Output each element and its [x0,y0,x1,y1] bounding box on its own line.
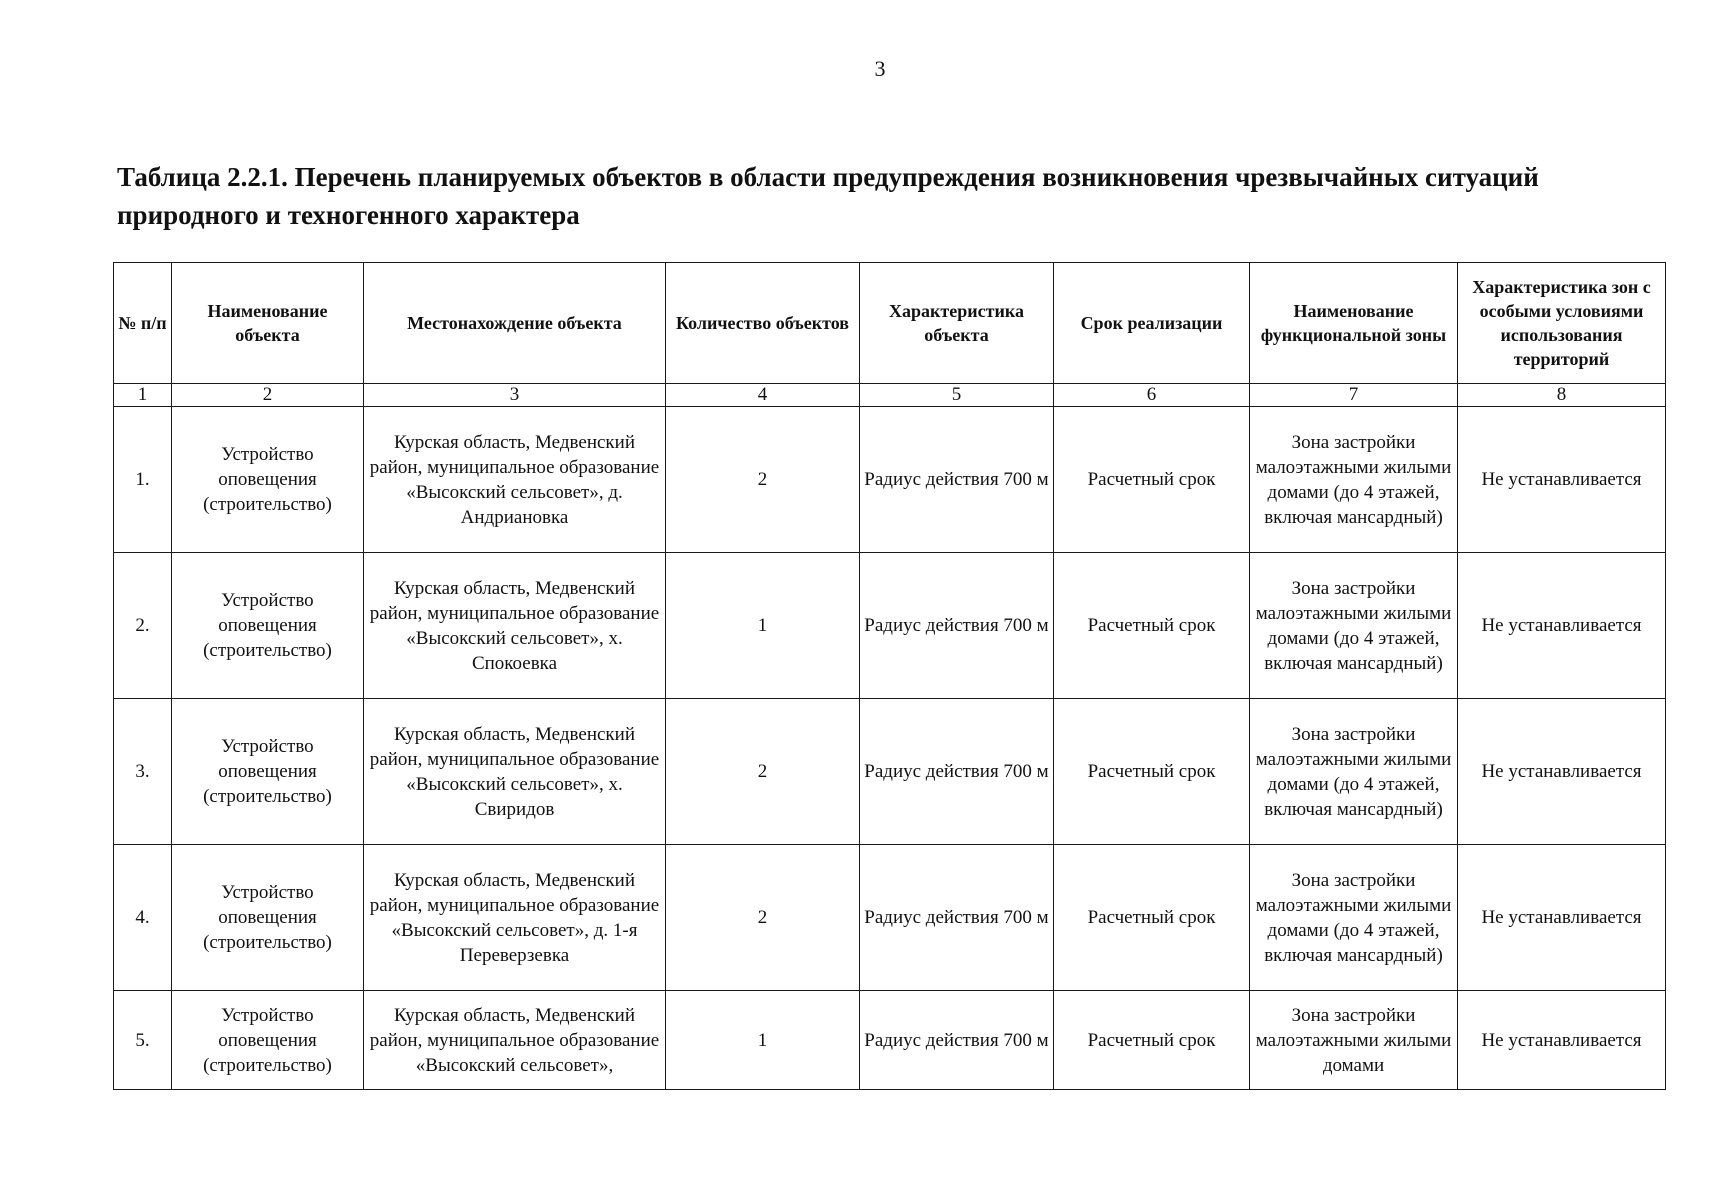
object-name: Устройство оповещения (строительство) [172,553,364,699]
object-name: Устройство оповещения (строительство) [172,699,364,845]
functional-zone: Зона застройки малоэтажными жилыми домами (до 4 этажей, включая мансардный) [1250,699,1458,845]
object-count: 1 [666,991,860,1090]
row-number: 2. [114,553,172,699]
column-number: 8 [1458,384,1666,407]
header-number: № п/п [114,263,172,384]
table-row [114,699,1666,845]
object-count: 1 [666,553,860,699]
column-number-row [114,384,1666,407]
column-number: 4 [666,384,860,407]
header-special-zones: Характеристика зон с особыми условиями использования территорий [1458,263,1666,384]
object-location: Курская область, Медвенский район, муниципальное образование «Высокский сельсовет», д. Андриановка [364,407,666,553]
object-location: Курская область, Медвенский район, муниципальное образование «Высокский сельсовет», д. 1-я Переверзевка [364,845,666,991]
header-location: Местонахождение объекта [364,263,666,384]
column-number: 2 [172,384,364,407]
table-row [114,553,1666,699]
functional-zone: Зона застройки малоэтажными жилыми домами (до 4 этажей, включая мансардный) [1250,845,1458,991]
object-characteristic: Радиус действия 700 м [860,553,1054,699]
object-count: 2 [666,699,860,845]
column-number: 1 [114,384,172,407]
object-count: 2 [666,845,860,991]
special-conditions: Не устанавливается [1458,845,1666,991]
special-conditions: Не устанавливается [1458,553,1666,699]
object-location: Курская область, Медвенский район, муниципальное образование «Высокский сельсовет», х. Спокоевка [364,553,666,699]
header-term: Срок реализации [1054,263,1250,384]
table-row [114,845,1666,991]
object-name: Устройство оповещения (строительство) [172,991,364,1090]
table-row [114,407,1666,553]
table-row [114,991,1666,1090]
row-number: 3. [114,699,172,845]
column-number: 6 [1054,384,1250,407]
objects-table [113,262,1666,1090]
functional-zone: Зона застройки малоэтажными жилыми домами (до 4 этажей, включая мансардный) [1250,407,1458,553]
implementation-term: Расчетный срок [1054,407,1250,553]
table-title: Таблица 2.2.1. Перечень планируемых объектов в области предупреждения возникновения чрезвычайных ситуаций природного и техногенного характера [117,162,1539,230]
object-location: Курская область, Медвенский район, муниципальное образование «Высокский сельсовет», [364,991,666,1090]
object-name: Устройство оповещения (строительство) [172,845,364,991]
object-name: Устройство оповещения (строительство) [172,407,364,553]
header-object-name: Наименование объекта [172,263,364,384]
object-characteristic: Радиус действия 700 м [860,991,1054,1090]
header-zone: Наименование функциональной зоны [1250,263,1458,384]
column-number: 7 [1250,384,1458,407]
functional-zone: Зона застройки малоэтажными жилыми домами [1250,991,1458,1090]
object-location: Курская область, Медвенский район, муниципальное образование «Высокский сельсовет», х. Свиридов [364,699,666,845]
object-characteristic: Радиус действия 700 м [860,407,1054,553]
header-row [114,263,1666,384]
column-number: 5 [860,384,1054,407]
implementation-term: Расчетный срок [1054,845,1250,991]
implementation-term: Расчетный срок [1054,991,1250,1090]
special-conditions: Не устанавливается [1458,699,1666,845]
special-conditions: Не устанавливается [1458,407,1666,553]
implementation-term: Расчетный срок [1054,553,1250,699]
column-number: 3 [364,384,666,407]
object-characteristic: Радиус действия 700 м [860,699,1054,845]
header-count: Количество объектов [666,263,860,384]
page-number: 3 [874,56,886,81]
row-number: 4. [114,845,172,991]
header-characteristic: Характеристика объекта [860,263,1054,384]
special-conditions: Не устанавливается [1458,991,1666,1090]
row-number: 5. [114,991,172,1090]
object-count: 2 [666,407,860,553]
implementation-term: Расчетный срок [1054,699,1250,845]
object-characteristic: Радиус действия 700 м [860,845,1054,991]
row-number: 1. [114,407,172,553]
functional-zone: Зона застройки малоэтажными жилыми домами (до 4 этажей, включая мансардный) [1250,553,1458,699]
